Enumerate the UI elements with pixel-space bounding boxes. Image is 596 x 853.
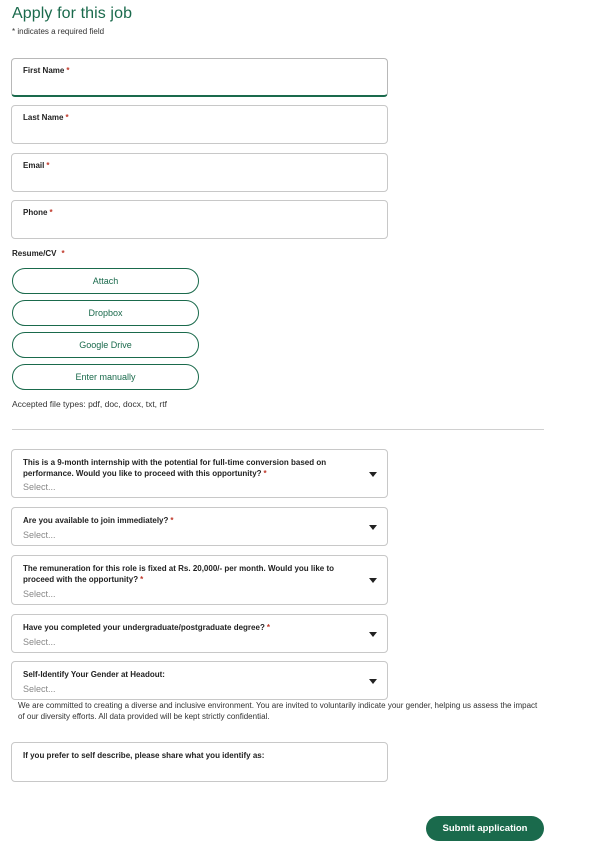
google-drive-button[interactable]: Google Drive — [12, 332, 199, 358]
remuneration-label: The remuneration for this role is fixed at Rs. 20,000/- per month. Would you like to proceed with the opportunity? * — [23, 564, 335, 584]
required-asterisk: * — [65, 113, 69, 122]
self-describe-label: If you prefer to self describe, please share what you identify as: — [23, 751, 265, 760]
join-immediately-select[interactable] — [11, 507, 388, 546]
first-name-field[interactable] — [11, 58, 388, 97]
join-immediately-label: Are you available to join immediately? * — [23, 516, 174, 525]
chevron-down-icon — [369, 472, 377, 477]
first-name-label: First Name * — [23, 66, 70, 75]
required-asterisk: * — [266, 623, 270, 632]
select-value: Select... — [23, 482, 56, 492]
required-asterisk: * — [140, 575, 144, 584]
phone-label: Phone * — [23, 208, 53, 217]
dropbox-button[interactable]: Dropbox — [12, 300, 199, 326]
select-value: Select... — [23, 684, 56, 694]
degree-completed-label: Have you completed your undergraduate/postgraduate degree? * — [23, 623, 270, 632]
internship-proceed-select[interactable] — [11, 449, 388, 498]
attach-button[interactable]: Attach — [12, 268, 199, 294]
accepted-file-types: Accepted file types: pdf, doc, docx, txt, rtf — [12, 399, 167, 409]
required-asterisk: * — [66, 66, 70, 75]
internship-proceed-label: This is a 9-month internship with the potential for full-time conversion based on performance. Would you like to proceed with this opportunity? * — [23, 458, 327, 478]
phone-field[interactable] — [11, 200, 388, 239]
chevron-down-icon — [369, 525, 377, 530]
self-describe-input[interactable] — [22, 763, 377, 777]
page-title: Apply for this job — [12, 5, 133, 22]
first-name-input[interactable] — [22, 77, 377, 91]
last-name-label: Last Name * — [23, 113, 69, 122]
diversity-note: We are committed to creating a diverse and inclusive environment. You are invited to voluntarily indicate your gender, helping us assess the impact of our diversity efforts. All data provided will be kept strictly confidential. — [18, 701, 538, 721]
chevron-down-icon — [369, 632, 377, 637]
required-note: * indicates a required field — [12, 27, 105, 36]
email-label: Email * — [23, 161, 50, 170]
last-name-field[interactable] — [11, 105, 388, 144]
required-asterisk: * — [46, 161, 50, 170]
select-value: Select... — [23, 637, 56, 647]
phone-input[interactable] — [22, 220, 377, 234]
last-name-input[interactable] — [22, 125, 377, 139]
remuneration-select[interactable] — [11, 555, 388, 605]
required-asterisk: * — [61, 249, 65, 258]
select-value: Select... — [23, 530, 56, 540]
chevron-down-icon — [369, 679, 377, 684]
select-value: Select... — [23, 589, 56, 599]
submit-application-button[interactable]: Submit application — [426, 816, 544, 841]
required-asterisk: * — [170, 516, 174, 525]
enter-manually-button[interactable]: Enter manually — [12, 364, 199, 390]
resume-label: Resume/CV * — [12, 249, 65, 258]
email-field[interactable] — [11, 153, 388, 192]
degree-completed-select[interactable] — [11, 614, 388, 653]
required-asterisk: * — [49, 208, 53, 217]
email-input[interactable] — [22, 173, 377, 187]
chevron-down-icon — [369, 578, 377, 583]
gender-label: Self-Identify Your Gender at Headout: — [23, 670, 165, 679]
gender-select[interactable] — [11, 661, 388, 700]
section-divider — [12, 429, 544, 430]
required-asterisk: * — [263, 469, 267, 478]
self-describe-field[interactable] — [11, 742, 388, 782]
